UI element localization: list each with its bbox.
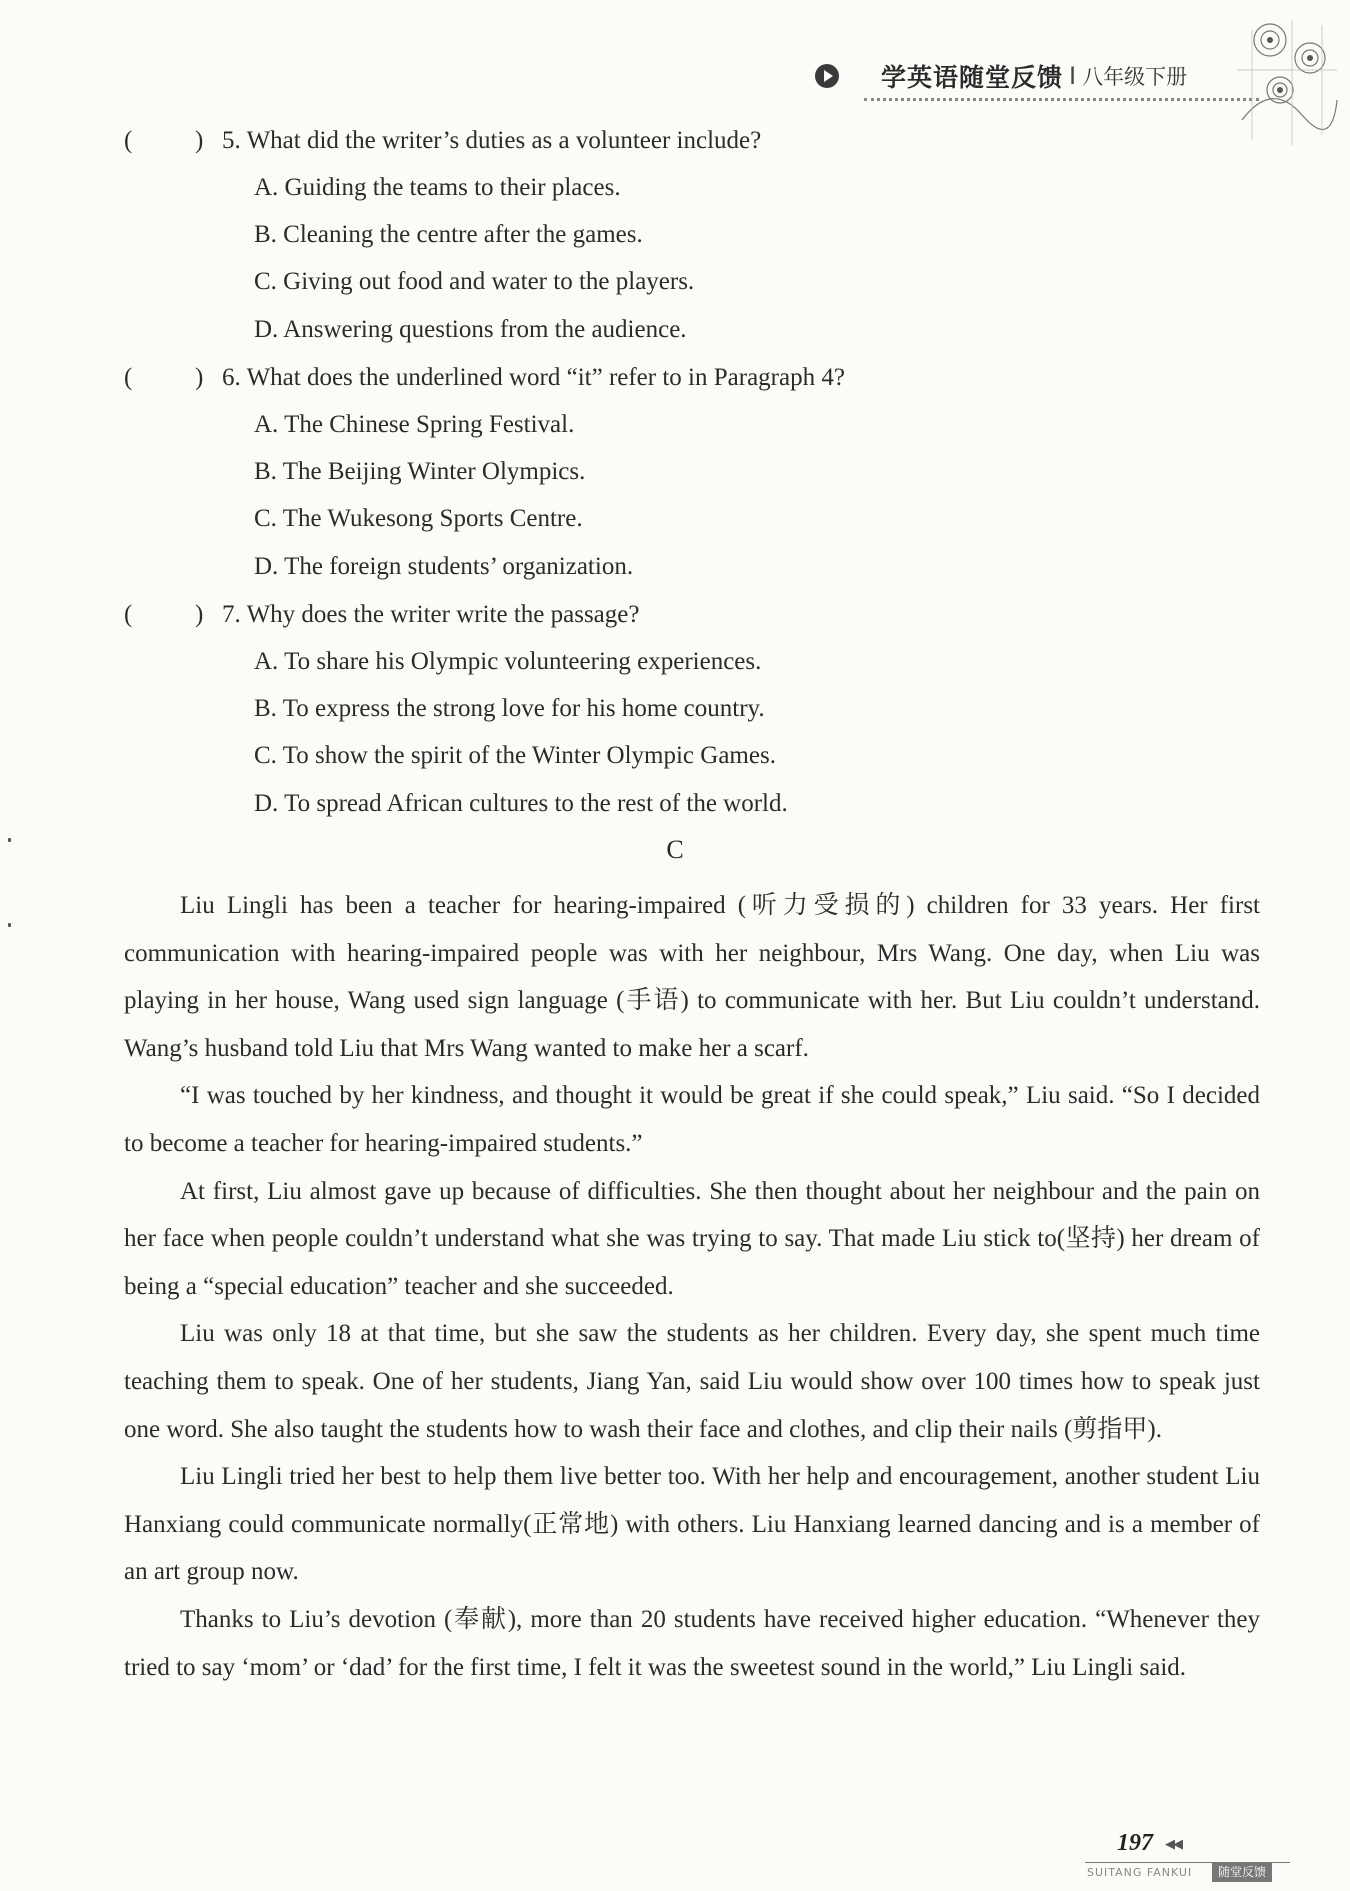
answer-paren-open: ( [124, 127, 133, 154]
option-5a: A. Guiding the teams to their places. [254, 174, 621, 201]
page-number: 197 [1117, 1830, 1153, 1856]
page-arrows-icon: ◀◀ [1165, 1836, 1181, 1851]
header-dotted-rule [864, 98, 1259, 101]
option-7b: B. To express the strong love for his home country. [254, 695, 765, 722]
passage-paragraph: Liu Lingli has been a teacher for hearing-impaired (听力受损的) children for 33 years. Her first communication with hearing-impaired people was with her neighbour, Mrs Wang. One day, when Liu was playing in her house, Wang used sign language (手语) to communicate with her. But Liu couldn’t understand. Wang’s husband told Liu that Mrs Wang wanted to make her a scarf. [124, 892, 1260, 1062]
answer-paren-close: ) [195, 601, 204, 628]
passage-paragraph: Liu Lingli tried her best to help them live better too. With her help and encouragement, another student Liu Hanxiang could communicate normally(正常地) with others. Liu Hanxiang learned dancing and is a member of an art group now. [124, 1463, 1260, 1586]
answer-paren-open: ( [124, 364, 133, 391]
scan-mark [8, 838, 11, 842]
play-icon [815, 64, 839, 88]
question-stem: What does the underlined word “it” refer to in Paragraph 4? [246, 364, 845, 391]
option-6c: C. The Wukesong Sports Centre. [254, 505, 583, 532]
answer-paren-close: ) [195, 364, 204, 391]
option-5d: D. Answering questions from the audience. [254, 316, 687, 343]
footer-brand-badge: 随堂反馈 [1212, 1862, 1272, 1882]
passage-paragraph: “I was touched by her kindness, and thought it would be great if she could speak,” Liu said. “So I decided to become a teacher for hearing-impaired students.” [124, 1082, 1260, 1157]
answer-paren-open: ( [124, 601, 133, 628]
section-heading: C [666, 835, 684, 864]
option-6d: D. The foreign students’ organization. [254, 553, 634, 580]
passage-paragraph: At first, Liu almost gave up because of difficulties. She then thought about her neighbour and the pain on her face when people couldn’t understand what she was trying to say. That made Liu stick to(坚持) her dream of being a “special education” teacher and she succeeded. [124, 1177, 1260, 1300]
option-7d: D. To spread African cultures to the rest of the world. [254, 790, 788, 817]
option-7c: C. To show the spirit of the Winter Olympic Games. [254, 742, 776, 769]
header-separator: I [1069, 62, 1077, 90]
option-5b: B. Cleaning the centre after the games. [254, 221, 643, 248]
question-number: 5. [222, 127, 241, 154]
passage-paragraph: Thanks to Liu’s devotion (奉献), more than 20 students have received higher education. “Whenever they tried to say ‘mom’ or ‘dad’ for the first time, I felt it was the sweetest sound in the world,” Liu Lingli said. [124, 1605, 1260, 1681]
header-subtitle: 八年级下册 [1082, 65, 1188, 89]
question-number: 6. [222, 364, 241, 391]
passage-paragraph: Liu was only 18 at that time, but she saw the students as her children. Every day, she spent much time teaching them to speak. One of her students, Jiang Yan, said Liu would show over 100 times how to speak just one word. She also taught the students how to wash their face and clothes, and clip their nails (剪指甲). [124, 1320, 1260, 1443]
page-header [815, 58, 1187, 94]
option-7a: A. To share his Olympic volunteering experiences. [254, 648, 762, 675]
header-title: 学英语随堂反馈 [881, 63, 1064, 92]
option-6a: A. The Chinese Spring Festival. [254, 411, 575, 438]
question-text [222, 361, 845, 395]
question-number: 7. [222, 601, 241, 628]
scan-mark [8, 923, 11, 927]
option-6b: B. The Beijing Winter Olympics. [254, 458, 586, 485]
question-text [222, 124, 761, 158]
flower-decoration-icon [1232, 10, 1342, 150]
reading-passage [124, 882, 1260, 1691]
question-stem: What did the writer’s duties as a volunteer include? [246, 127, 762, 154]
question-text [222, 598, 639, 632]
footer-brand-en: SUITANG FANKUI [1087, 1866, 1193, 1879]
answer-paren-close: ) [195, 127, 204, 154]
question-stem: Why does the writer write the passage? [246, 601, 640, 628]
option-5c: C. Giving out food and water to the players. [254, 268, 695, 295]
